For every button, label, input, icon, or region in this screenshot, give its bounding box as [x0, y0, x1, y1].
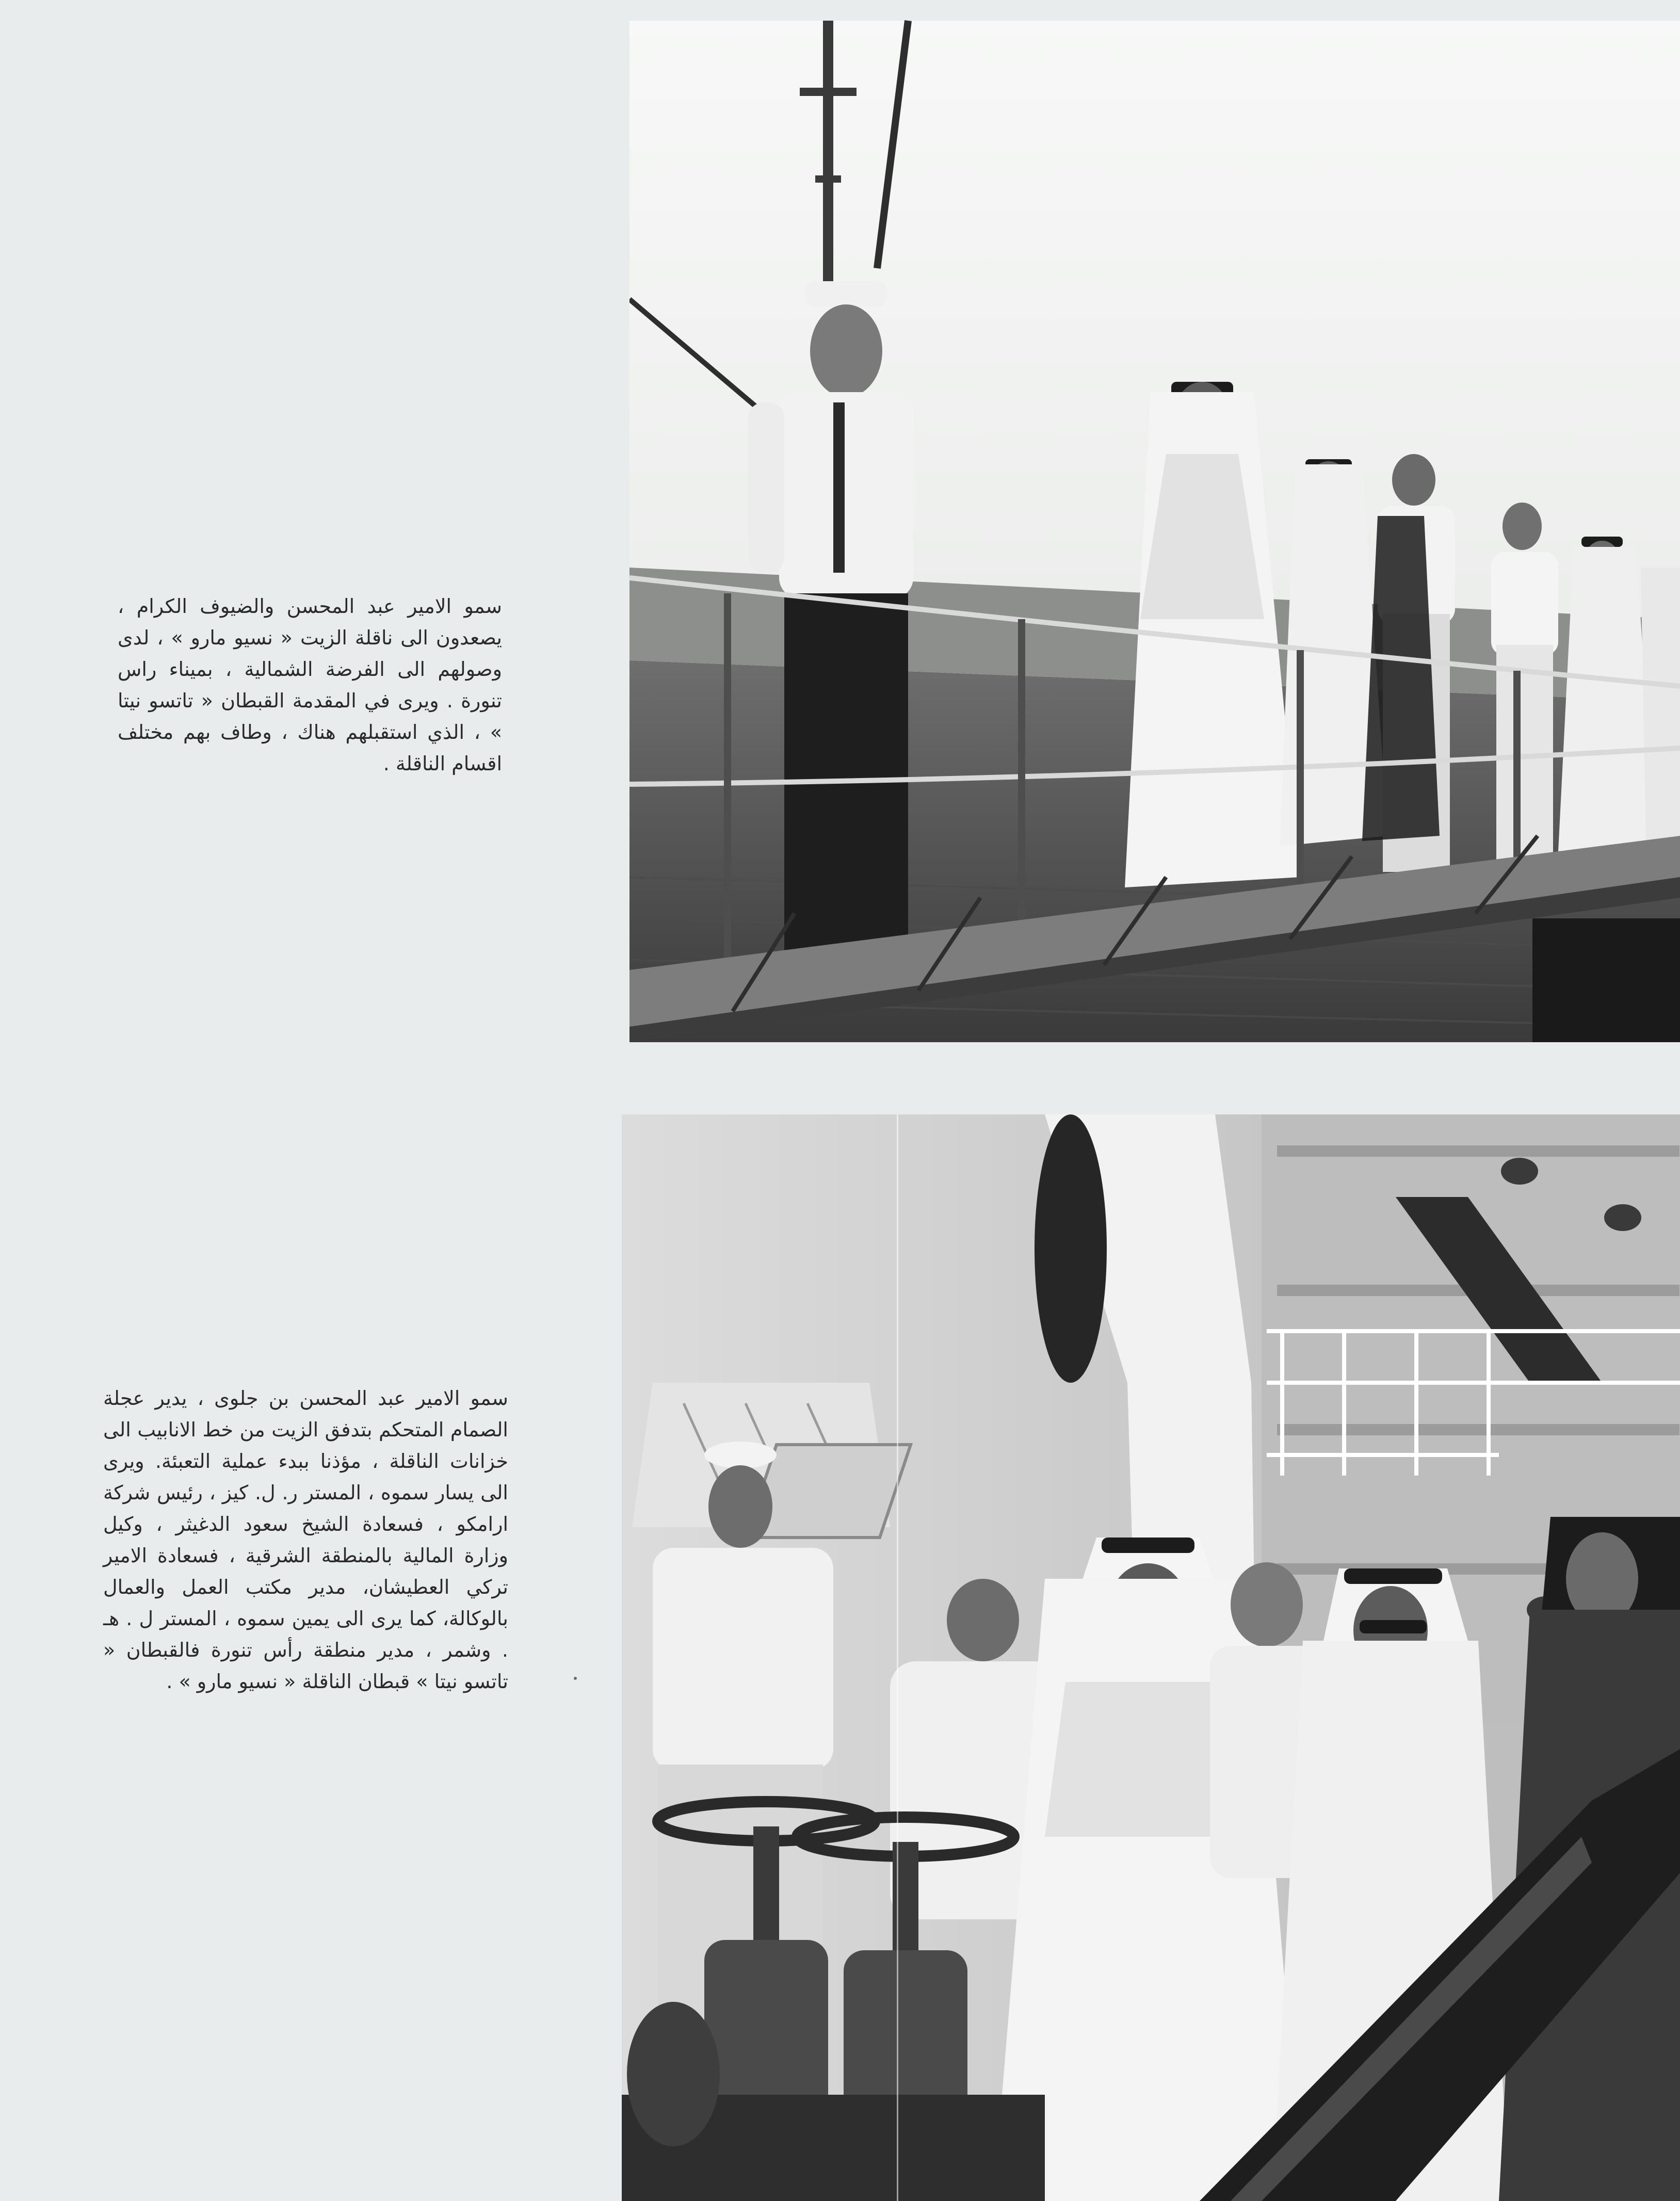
- caption-boarding: [118, 591, 502, 780]
- fold-line: [897, 1114, 898, 2201]
- photo-boarding-gangway: [629, 0, 1680, 1042]
- caption-valve-text: سمو الامير عبد المحسن بن جلوى ، يدير عجلة الصمام المتحكم بتدفق الزيت من خط الانابيب الى خزانات الناقلة ، مؤذنا ببدء عملية التعبئة. ويرى الى يسار سموه ، المستر ر. ل. كيز ، رئيس شركة ارامكو ، فسعادة الشيخ سعود الدغيثر ، وكيل وزارة المالية بالمنطقة الشرقية ، فسعادة الامير تركي العطيشان، مدير مكتب العمل والعمال بالوكالة، كما يرى الى يمين سموه ، المستر ل . هـ . وشمر ، مدير منطقة رأس تنورة فالقبطان « تاتسو نيتا » قبطان الناقلة « نسيو مارو » .: [103, 1387, 508, 1693]
- caption-valve: [103, 1383, 508, 1697]
- caption-boarding-text: سمو الامير عبد المحسن والضيوف الكرام ، يصعدون الى ناقلة الزيت « نسيو مارو » ، لدى وصولهم الى الفرضة الشمالية ، بميناء راس تنورة . ويرى في المقدمة القبطان « تاتسو نيتا » ، الذي استقبلهم هناك ، وطاف بهم مختلف اقسام الناقلة .: [118, 595, 502, 775]
- page-mark: [574, 1677, 577, 1680]
- photo-valve-wheel: [622, 1114, 1680, 2201]
